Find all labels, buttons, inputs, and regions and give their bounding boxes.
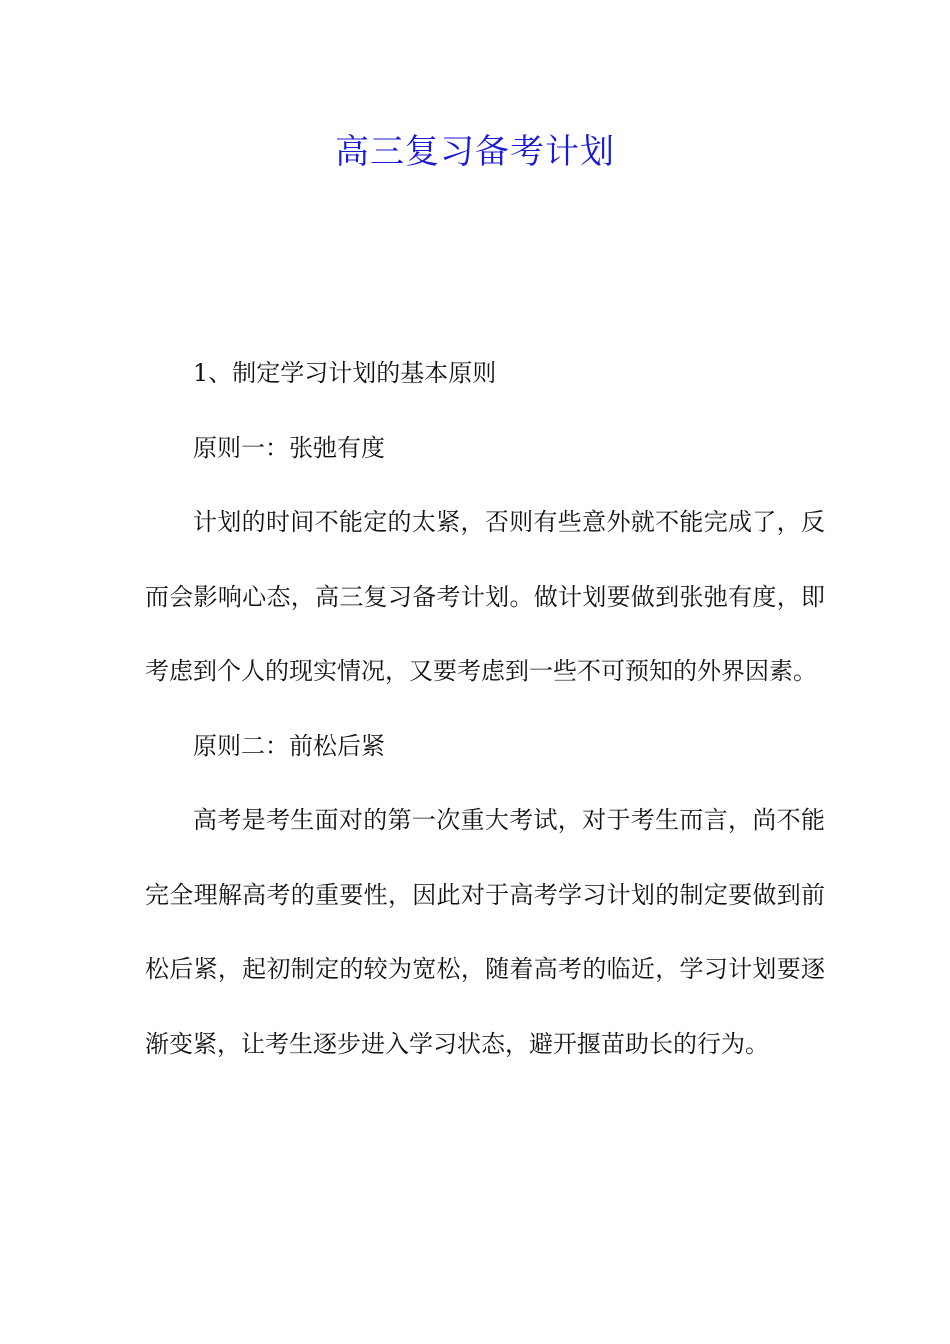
principle-heading-1: 原则一：张弛有度 [193,433,385,462]
section-heading: 1、制定学习计划的基本原则 [193,359,497,387]
principle-heading-2: 原则二：前松后紧 [193,731,385,760]
principle-paragraph-1: 计划的时间不能定的太紧，否则有些意外就不能完成了，反而会影响心态，高三复习备考计划。做计划要做到张弛有度，即考虑到个人的现实情况，又要考虑到一些不可预知的外界因素。 [145,508,825,685]
principle-paragraph-2: 高考是考生面对的第一次重大考试，对于考生而言，尚不能完全理解高考的重要性，因此对于高考学习计划的制定要做到前松后紧，起初制定的较为宽松，随着高考的临近，学习计划要逐渐变紧，让考生逐步进入学习状态，避开揠苗助长的行为。 [145,806,825,1058]
document-body [145,336,825,1081]
document-title: 高三复习备考计划 [335,132,615,172]
